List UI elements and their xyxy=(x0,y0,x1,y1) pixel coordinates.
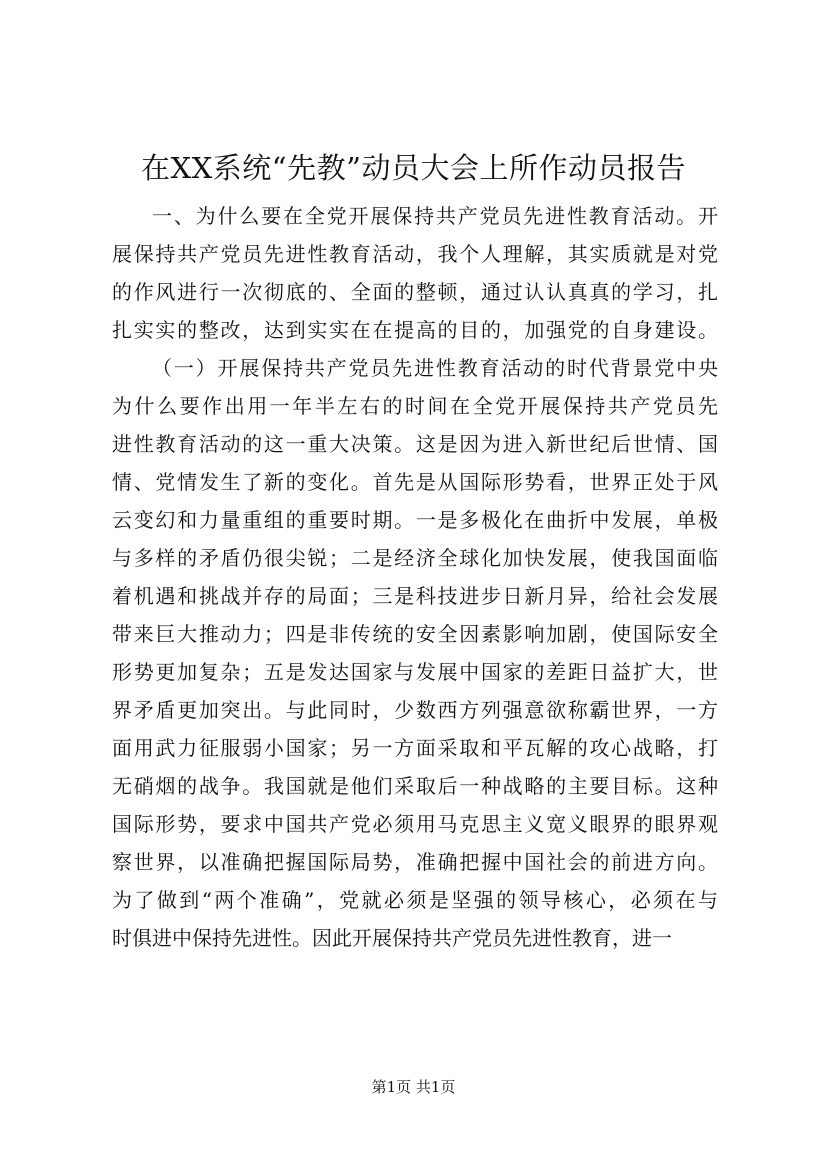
paragraph-line: 国际形势，要求中国共产党必须用马克思主义宽义眼界的眼界观 xyxy=(112,812,718,836)
paragraph-line: 无硝烟的战争。我国就是他们采取后一种战略的主要目标。这种 xyxy=(112,774,718,798)
paragraph-line: 面用武力征服弱小国家；另一方面采取和平瓦解的攻心战略，打 xyxy=(112,736,718,760)
paragraph-line: 为了做到“两个准确”，党就必须是坚强的领导核心，必须在与 xyxy=(112,888,718,912)
paragraph-line: 着机遇和挑战并存的局面；三是科技进步日新月异，给社会发展 xyxy=(112,584,718,608)
paragraph-line: 察世界，以准确把握国际局势，准确把握中国社会的前进方向。 xyxy=(112,850,718,874)
paragraph-line: 一、为什么要在全党开展保持共产党员先进性教育活动。开 xyxy=(152,204,718,228)
paragraph-line: 云变幻和力量重组的重要时期。一是多极化在曲折中发展，单极 xyxy=(112,508,718,532)
paragraph-line: 形势更加复杂；五是发达国家与发展中国家的差距日益扩大，世 xyxy=(112,660,718,684)
page-number-label: 第1页 共1页 xyxy=(371,1078,456,1096)
paragraph-line: 展保持共产党员先进性教育活动，我个人理解，其实质就是对党 xyxy=(112,242,718,266)
paragraph-line: 扎实实的整改，达到实实在在提高的目的，加强党的自身建设。 xyxy=(112,318,718,342)
paragraph-line: 带来巨大推动力；四是非传统的安全因素影响加剧，使国际安全 xyxy=(112,622,718,646)
paragraph-line: 界矛盾更加突出。与此同时，少数西方列强意欲称霸世界，一方 xyxy=(112,698,718,722)
paragraph-line: 为什么要作出用一年半左右的时间在全党开展保持共产党员先 xyxy=(112,394,718,418)
paragraph-line: 的作风进行一次彻底的、全面的整顿，通过认认真真的学习，扎 xyxy=(112,280,718,304)
paragraph-line: 与多样的矛盾仍很尖锐；二是经济全球化加快发展，使我国面临 xyxy=(112,546,718,570)
paragraph-line: （一）开展保持共产党员先进性教育活动的时代背景党中央 xyxy=(152,356,718,380)
paragraph-line: 进性教育活动的这一重大决策。这是因为进入新世纪后世情、国 xyxy=(112,432,718,456)
paragraph-line: 情、党情发生了新的变化。首先是从国际形势看，世界正处于风 xyxy=(112,470,718,494)
paragraph-line: 时俱进中保持先进性。因此开展保持共产党员先进性教育，进一 xyxy=(112,926,672,950)
document-title: 在XX系统“先教”动员大会上所作动员报告 xyxy=(141,151,686,185)
page-footer xyxy=(0,1077,827,1097)
document-body xyxy=(112,197,718,957)
